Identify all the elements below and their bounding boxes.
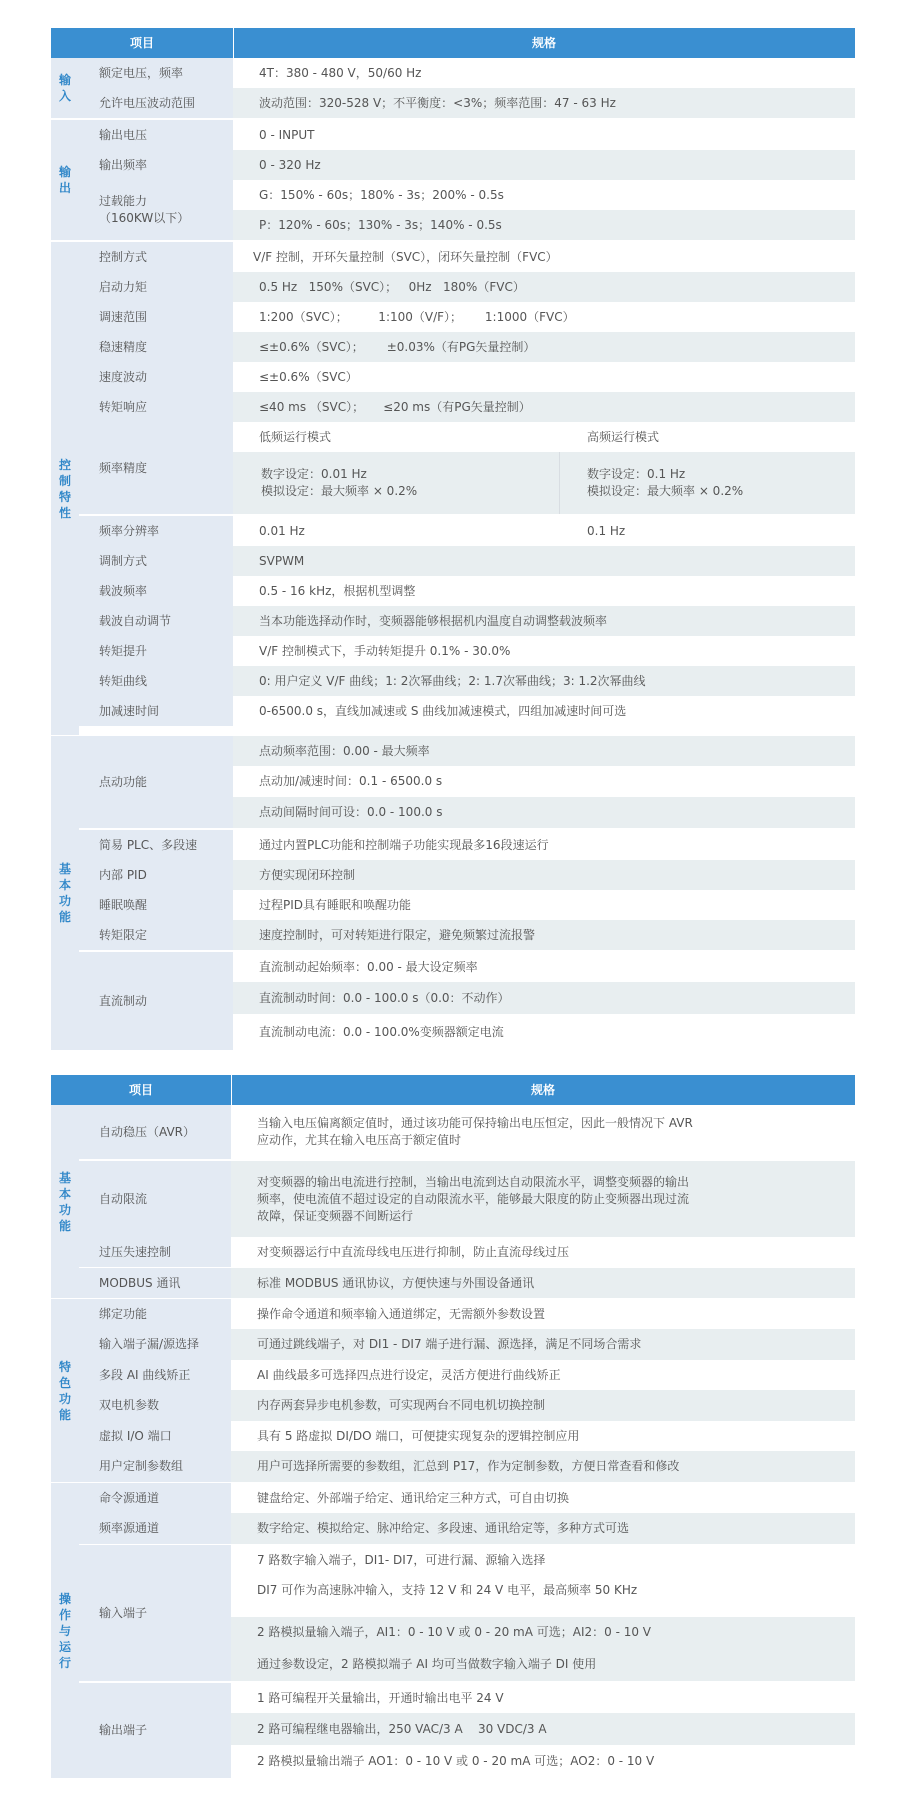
row-value: 过程PID具有睡眠和唤醒功能: [233, 890, 855, 920]
row-label: 速度波动: [79, 362, 233, 392]
row-value: 点动加/减速时间：0.1 - 6500.0 s: [233, 766, 855, 797]
row-value: 方便实现闭环控制: [233, 860, 855, 890]
row-label: 输出频率: [79, 150, 233, 180]
row-label: 虚拟 I/O 端口: [79, 1421, 231, 1451]
row-label: 转矩限定: [79, 920, 233, 950]
row-label: 简易 PLC、多段速: [79, 830, 233, 860]
row-value: 2 路模拟量输出端子 AO1：0 - 10 V 或 0 - 20 mA 可选；AO2：0 - 10 V: [231, 1745, 855, 1778]
header-item: 项目: [129, 36, 154, 50]
row-label: 过压失速控制: [79, 1237, 231, 1267]
row-value: 1 路可编程开关量输出，开通时输出电平 24 V: [231, 1683, 855, 1713]
row-label: 控制方式: [79, 242, 233, 272]
row-value: 1:200（SVC）； 1:100（V/F）； 1:1000（FVC）: [233, 302, 855, 332]
row-value: 用户可选择所需要的参数组，汇总到 P17，作为定制参数，方便日常查看和修改: [231, 1451, 855, 1482]
row-label: 自动限流: [79, 1161, 231, 1237]
group-control: 控制特性: [51, 242, 79, 735]
row-value: 当本功能选择动作时，变频器能够根据机内温度自动调整载波频率: [233, 606, 855, 636]
row-label: 输入端子漏/源选择: [79, 1329, 231, 1360]
group-operation: 操作与运行: [51, 1483, 79, 1778]
row-label: 启动力矩: [79, 272, 233, 302]
spec-table-2: [51, 1075, 855, 1778]
row-label: 双电机参数: [79, 1390, 231, 1421]
row-value: ≤40 ms （SVC）； ≤20 ms（有PG矢量控制）: [233, 392, 855, 422]
row-label: 用户定制参数组: [79, 1451, 231, 1482]
table-header: [51, 28, 855, 58]
high-mode-title: 高频运行模式: [559, 422, 855, 452]
row-value-high: 0.1 Hz: [559, 516, 855, 546]
row-value: 点动间隔时间可设：0.0 - 100.0 s: [233, 797, 855, 828]
group-output: 输出: [51, 120, 79, 240]
row-value: V/F 控制，开环矢量控制（SVC），闭环矢量控制（FVC）: [233, 242, 855, 272]
row-label: 多段 AI 曲线矫正: [79, 1360, 231, 1390]
row-label: 转矩提升: [79, 636, 233, 666]
group-features: 特色功能: [51, 1299, 79, 1482]
row-value-low: 0.01 Hz: [233, 516, 559, 546]
row-value: 0.5 - 16 kHz，根据机型调整: [233, 576, 855, 606]
row-value: 操作命令通道和频率输入通道绑定，无需额外参数设置: [231, 1299, 855, 1329]
group-basic: 基本功能: [51, 736, 79, 1050]
row-value: 通过参数设定，2 路模拟端子 AI 均可当做数字输入端子 DI 使用: [231, 1647, 855, 1681]
row-value: AI 曲线最多可选择四点进行设定，灵活方便进行曲线矫正: [231, 1360, 855, 1390]
row-label: 频率源通道: [79, 1513, 231, 1544]
row-value: 0: 用户定义 V/F 曲线；1: 2次幂曲线；2: 1.7次幂曲线；3: 1.2次幂曲线: [233, 666, 855, 696]
row-value: 通过内置PLC功能和控制端子功能实现最多16段速运行: [233, 830, 855, 860]
row-label: 直流制动: [79, 952, 233, 1050]
row-value: 对变频器运行中直流母线电压进行抑制，防止直流母线过压: [231, 1237, 855, 1267]
row-value: 波动范围：320-528 V；不平衡度：<3%；频率范围：47 - 63 Hz: [233, 88, 855, 118]
row-value: 标准 MODBUS 通讯协议，方便快速与外围设备通讯: [231, 1268, 855, 1298]
row-label: 调制方式: [79, 546, 233, 576]
row-label: 允许电压波动范围: [79, 88, 233, 118]
low-mode-title: 低频运行模式: [233, 422, 559, 452]
row-label: 命令源通道: [79, 1483, 231, 1513]
row-label: 绑定功能: [79, 1299, 231, 1329]
header-item: 项目: [128, 1083, 153, 1097]
row-value: SVPWM: [233, 546, 855, 576]
row-label: 转矩响应: [79, 392, 233, 422]
row-label: 载波自动调节: [79, 606, 233, 636]
row-value: 4T：380 - 480 V，50/60 Hz: [233, 58, 855, 88]
row-label: 过载能力 （160KW以下）: [79, 180, 233, 240]
low-mode-detail: 数字设定：0.01 Hz 模拟设定：最大频率 × 0.2%: [233, 452, 559, 514]
row-value: 内存两套异步电机参数，可实现两台不同电机切换控制: [231, 1390, 855, 1421]
row-label: 内部 PID: [79, 860, 233, 890]
row-value: 具有 5 路虚拟 DI/DO 端口，可便捷实现复杂的逻辑控制应用: [231, 1421, 855, 1451]
row-value: 当输入电压偏离额定值时，通过该功能可保持输出电压恒定，因此一般情况下 AVR 应动作，尤其在输入电压高于额定值时: [231, 1105, 855, 1159]
row-value: 0.5 Hz 150%（SVC）； 0Hz 180%（FVC）: [233, 272, 855, 302]
row-label: 稳速精度: [79, 332, 233, 362]
row-value: G：150% - 60s；180% - 3s；200% - 0.5s: [233, 180, 855, 210]
row-value: 2 路可编程继电器输出，250 VAC/3 A 30 VDC/3 A: [231, 1713, 855, 1745]
row-value: ≤±0.6%（SVC）； ±0.03%（有PG矢量控制）: [233, 332, 855, 362]
row-label: 自动稳压（AVR）: [79, 1105, 231, 1159]
row-value: 速度控制时，可对转矩进行限定，避免频繁过流报警: [233, 920, 855, 950]
row-value: 0 - INPUT: [233, 120, 855, 150]
row-label: MODBUS 通讯: [79, 1268, 231, 1298]
row-label: 载波频率: [79, 576, 233, 606]
row-label: 频率精度: [79, 422, 233, 514]
row-value: 2 路模拟量输入端子，AI1：0 - 10 V 或 0 - 20 mA 可选；AI2：0 - 10 V: [231, 1617, 855, 1647]
row-value: P：120% - 60s；130% - 3s；140% - 0.5s: [233, 210, 855, 240]
row-label: 额定电压，频率: [79, 58, 233, 88]
row-value: 可通过跳线端子，对 DI1 - DI7 端子进行漏、源选择，满足不同场合需求: [231, 1329, 855, 1360]
row-value: 0 - 320 Hz: [233, 150, 855, 180]
row-value: 直流制动起始频率：0.00 - 最大设定频率: [233, 952, 855, 982]
group-basic-2: 基本功能: [51, 1105, 79, 1298]
row-value: 数字给定、模拟给定、脉冲给定、多段速、通讯给定等，多种方式可选: [231, 1513, 855, 1544]
header-spec: 规格: [531, 36, 556, 50]
row-value: DI7 可作为高速脉冲输入，支持 12 V 和 24 V 电平，最高频率 50 KHz: [231, 1575, 855, 1605]
table-header: [51, 1075, 855, 1105]
row-value: 直流制动电流：0.0 - 100.0%变频器额定电流: [233, 1014, 855, 1050]
row-value: 7 路数字输入端子，DI1- DI7，可进行漏、源输入选择: [231, 1545, 855, 1575]
row-label: 输入端子: [79, 1545, 231, 1681]
row-label: 输出电压: [79, 120, 233, 150]
row-value: V/F 控制模式下，手动转矩提升 0.1% - 30.0%: [233, 636, 855, 666]
row-label: 睡眠唤醒: [79, 890, 233, 920]
row-gap: [231, 1605, 855, 1617]
high-mode-detail: 数字设定：0.1 Hz 模拟设定：最大频率 × 0.2%: [559, 452, 855, 514]
spec-table-1: [51, 28, 855, 1050]
row-label: 输出端子: [79, 1683, 231, 1778]
row-value: 键盘给定、外部端子给定、通讯给定三种方式，可自由切换: [231, 1483, 855, 1513]
row-value: 点动频率范围：0.00 - 最大频率: [233, 736, 855, 766]
row-label: 转矩曲线: [79, 666, 233, 696]
row-label: 点动功能: [79, 736, 233, 828]
row-label: 加减速时间: [79, 696, 233, 726]
row-label: 调速范围: [79, 302, 233, 332]
header-spec: 规格: [530, 1083, 555, 1097]
row-label: 频率分辨率: [79, 516, 233, 546]
row-value: 对变频器的输出电流进行控制，当输出电流到达自动限流水平，调整变频器的输出 频率，使电流值不超过设定的自动限流水平，能够最大限度的防止变频器出现过流 故障，保证变频器不间断运行: [231, 1161, 855, 1237]
group-input: 输入: [51, 58, 79, 118]
row-value: 直流制动时间：0.0 - 100.0 s（0.0：不动作）: [233, 982, 855, 1014]
row-value: ≤±0.6%（SVC）: [233, 362, 855, 392]
row-value: 0-6500.0 s，直线加减速或 S 曲线加减速模式，四组加减速时间可选: [233, 696, 855, 726]
